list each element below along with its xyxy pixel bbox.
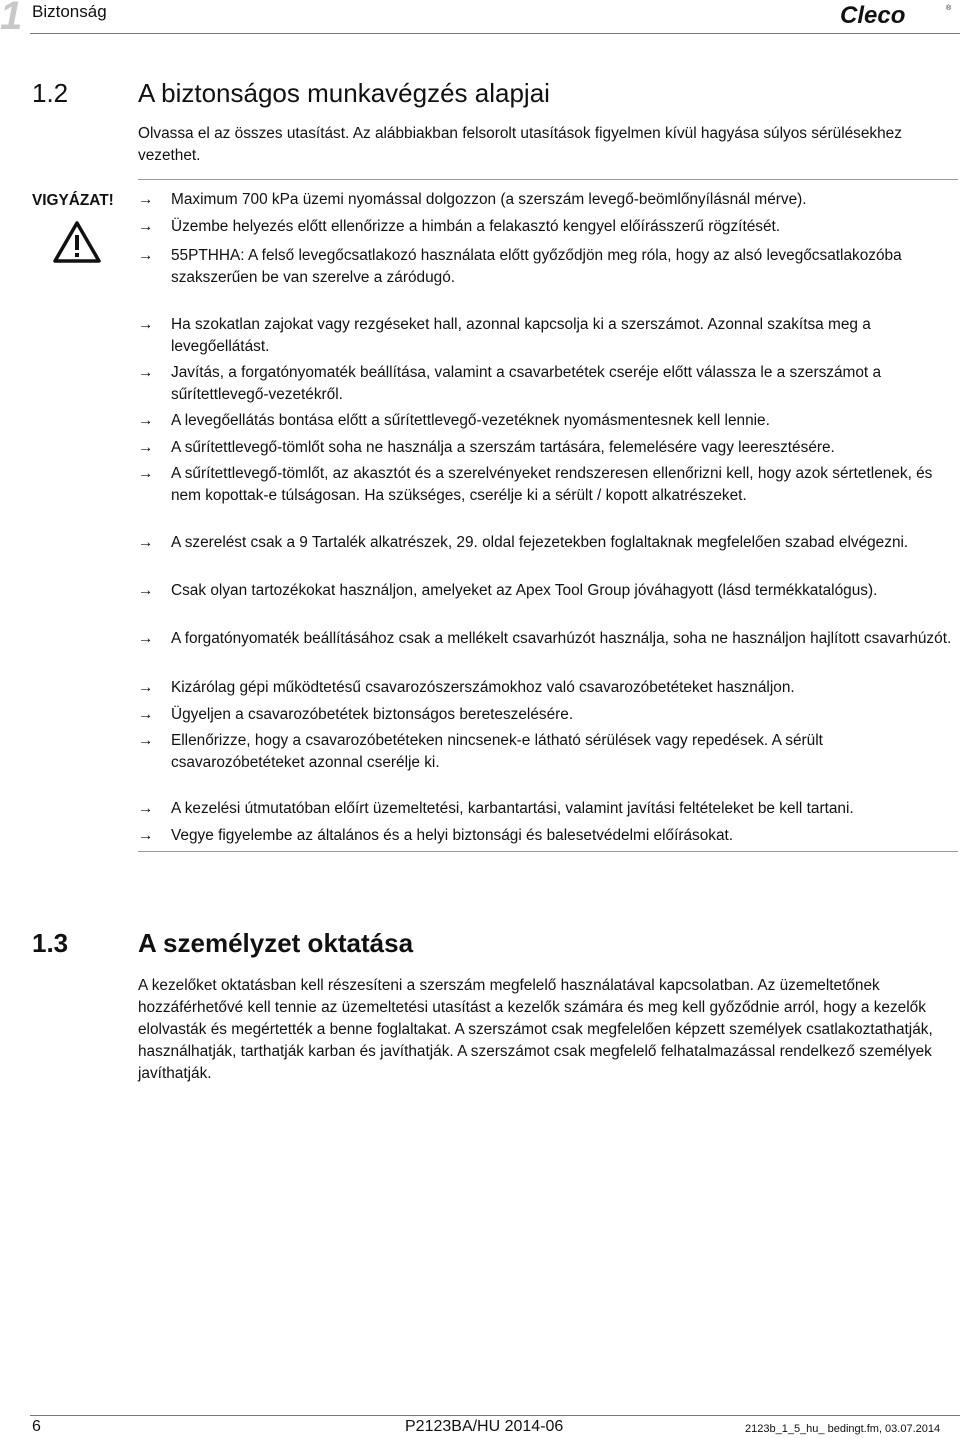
list-item: → Csak olyan tartozékokat használjon, amelyeket az Apex Tool Group jóváhagyott (lásd termékkatalógus). — [138, 580, 958, 602]
chapter-title: Biztonság — [32, 2, 107, 21]
section-number: 1.2 — [32, 78, 69, 108]
document-code: P2123BA/HU 2014-06 — [405, 1418, 564, 1435]
list-item: → Ellenőrizze, hogy a csavarozóbetéteken nincsenek-e látható sérülések vagy repedések. A sérült csavarozóbetéteket azonnal cserélje ki. — [138, 732, 823, 771]
section-number: 1.3 — [32, 928, 69, 958]
warning-label: VIGYÁZAT! — [32, 192, 114, 209]
arrow-icon: → — [138, 732, 154, 749]
list-item: → A kezelési útmutatóban előírt üzemeltetési, karbantartási, valamint javítási feltételeket be kell tartani. — [138, 798, 958, 820]
arrow-icon: → — [138, 364, 154, 381]
arrow-icon: → — [138, 800, 154, 817]
file-info: 2123b_1_5_hu_ bedingt.fm, 03.07.2014 — [745, 1423, 941, 1435]
list-item: → Kizárólag gépi működtetésű csavarozószerszámokhoz való csavarozóbetéteket használjon. — [138, 677, 958, 699]
arrow-icon: → — [138, 582, 154, 599]
list-item: → 55PTHHA: A felső levegőcsatlakozó használata előtt győződjön meg róla, hogy az alsó levegőcsatlakozóba szakszerűen be van szerelve a záródugó. — [138, 247, 902, 286]
intro-paragraph: Olvassa el az összes utasítást. Az alábbiakban felsorolt utasítások figyelmen kívül hagyása súlyos sérülésekhez vezethet. — [138, 125, 902, 164]
list-item: → Javítás, a forgatónyomaték beállítása, valamint a csavarbetétek cseréje előtt válassza le a szerszámot a sűrítettlevegő-vezetékről. — [138, 364, 882, 403]
section-title: A biztonságos munkavégzés alapjai — [138, 78, 550, 108]
arrow-icon: → — [138, 316, 154, 333]
arrow-icon: → — [138, 827, 154, 844]
cleco-logo — [840, 2, 955, 31]
list-item: → A forgatónyomaték beállításához csak a mellékelt csavarhúzót használja, soha ne használjon hajlított csavarhúzót. — [138, 628, 958, 650]
list-item: → A sűrítettlevegő-tömlőt, az akasztót és a szerelvényeket rendszeresen ellenőrizni kell, hogy azok sértetlenek, és nem kopottak-e túlságosan. Ha szükséges, cserélje ki a sérült / kopott alkatrészeket. — [138, 465, 933, 504]
arrow-icon: → — [138, 465, 154, 482]
arrow-icon: → — [138, 630, 154, 647]
list-item: → Üzembe helyezés előtt ellenőrizze a himbán a felakasztó kengyel előírásszerű rögzítését. — [138, 216, 958, 238]
brand-name: Cleco — [840, 2, 906, 26]
footer-rule — [30, 1415, 960, 1416]
list-item: → A szerelést csak a 9 Tartalék alkatrészek, 29. oldal fejezetekben foglaltaknak megfelelően szabad elvégezni. — [138, 532, 958, 554]
group-divider — [138, 851, 958, 852]
list-item: → A levegőellátás bontása előtt a sűrítettlevegő-vezetéknek nyomásmentesnek kell lennie. — [138, 410, 958, 432]
arrow-icon: → — [138, 534, 154, 551]
chapter-number: 1 — [0, 0, 23, 38]
page-number: 6 — [32, 1418, 41, 1435]
warning-triangle-icon — [52, 220, 102, 269]
arrow-icon: → — [138, 191, 154, 208]
arrow-icon: → — [138, 439, 154, 456]
list-item: → Ha szokatlan zajokat vagy rezgéseket hall, azonnal kapcsolja ki a szerszámot. Azonnal szakítsa meg a levegőellátást. — [138, 316, 871, 355]
list-item: → A sűrítettlevegő-tömlőt soha ne használja a szerszám tartására, felemelésére vagy leeresztésére. — [138, 437, 958, 459]
arrow-icon: → — [138, 218, 154, 235]
arrow-icon: → — [138, 706, 154, 723]
arrow-icon: → — [138, 412, 154, 429]
arrow-icon: → — [138, 679, 154, 696]
list-item: → Vegye figyelembe az általános és a helyi biztonsági és balesetvédelmi előírásokat. — [138, 825, 958, 847]
brand-registered-mark: ® — [946, 5, 952, 12]
list-item: → Maximum 700 kPa üzemi nyomással dolgozzon (a szerszám levegő-beömlőnyílásnál mérve). — [138, 189, 958, 211]
group-divider — [138, 179, 958, 180]
body-paragraph: A kezelőket oktatásban kell részesíteni a szerszám megfelelő használatával kapcsolatban. Az üzemeltetőnek hozzáférhetővé kell tennie az üzemeltetési utasítást a kezelők számára és meg kell győződnie arról, hogy a kezelők elolvasták és megértették a benne foglaltakat. A szerszámot csak megfelelően képzett személyek csatlakoztathatják, használhatják, tarthatják karban és javíthatják. A szerszámot csak megfelelő felhatalmazással rendelkező személyek javíthatják. — [138, 977, 933, 1082]
section-title: A személyzet oktatása — [138, 928, 414, 958]
arrow-icon: → — [138, 247, 154, 264]
list-item: → Ügyeljen a csavarozóbetétek biztonságos bereteszelésére. — [138, 704, 958, 726]
header-rule — [30, 33, 960, 34]
